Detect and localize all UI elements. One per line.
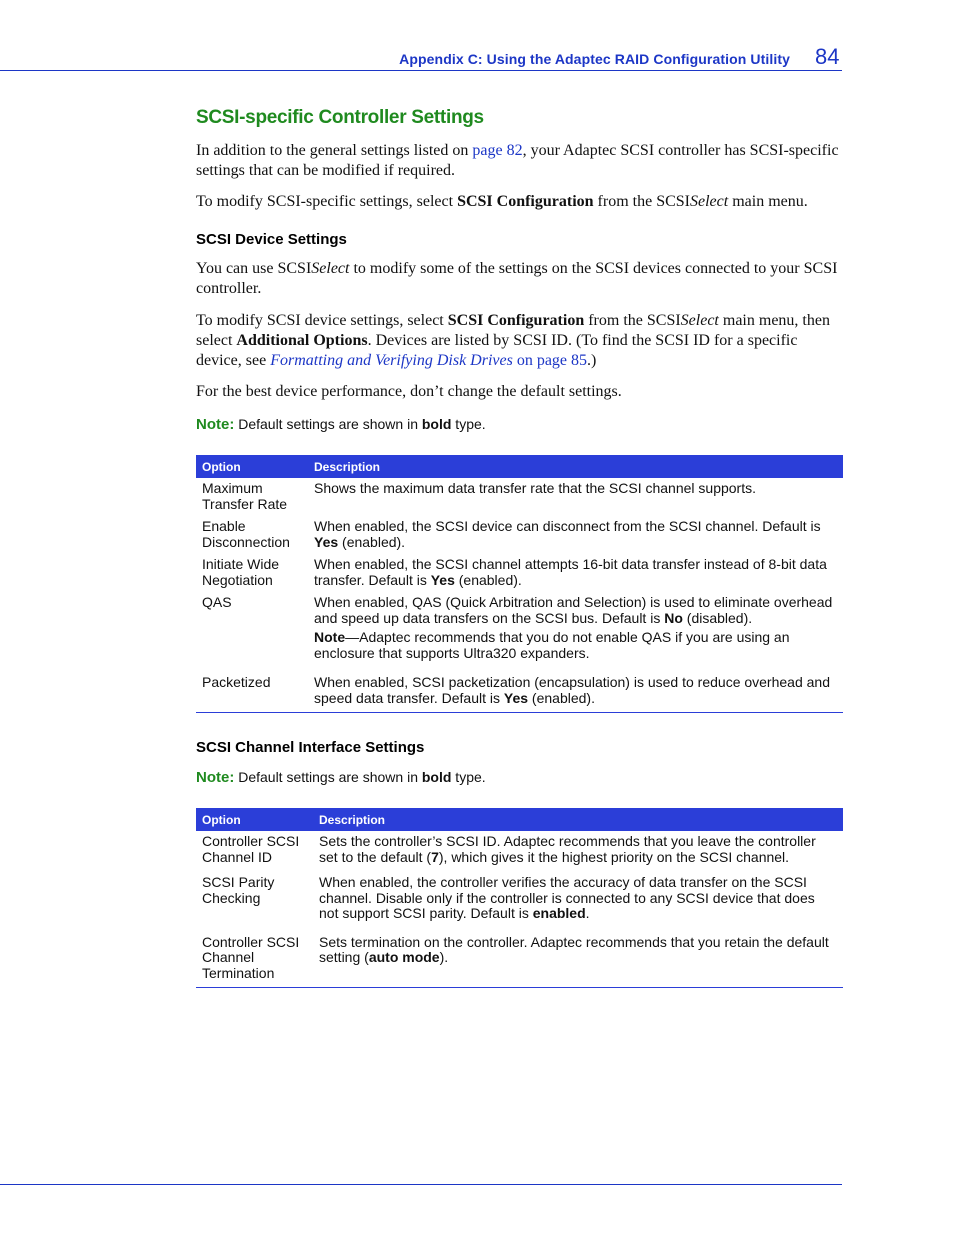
option-cell: Packetized [196,665,308,713]
column-header-option: Option [196,455,308,478]
table-header-row [196,808,843,831]
description-cell [308,554,843,592]
device-paragraph-3: For the best device performance, don’t change the default settings. [196,383,622,400]
running-header: Appendix C: Using the Adaptec RAID Configuration Utility [399,51,790,67]
bold-run: Yes [314,533,339,550]
table-row [196,665,843,713]
bold-run: SCSI Configuration [447,312,585,329]
footer-rule [0,1184,842,1185]
option-cell: Initiate Wide Negotiation [202,556,280,588]
option-cell: Maximum Transfer Rate [202,480,288,512]
table-row [196,831,843,869]
device-settings-heading: SCSI Device Settings [196,231,347,248]
text-run: .) [587,352,597,369]
table-row [196,926,843,988]
table-header-row [196,455,843,478]
section-title: SCSI-specific Controller Settings [196,107,484,128]
text-run: type. [451,769,486,785]
option-cell: Controller SCSI Channel ID [202,833,300,865]
column-header-description: Description [313,808,843,831]
option-cell: Enable Disconnection [202,518,290,550]
description-cell [313,831,843,869]
text-run: (enabled). [338,533,406,550]
text-run: Shows the maximum data transfer rate that the SCSI channel supports. [314,480,756,496]
text-run: ). [439,949,449,965]
qas-note [314,630,837,661]
text-run: In addition to the general settings listed on [196,142,473,159]
intro-paragraph-1 [196,141,842,181]
table-row [196,592,843,665]
text-run: When enabled, SCSI packetization (encapsulation) is used to reduce overhead and speed data transfer. Default is [314,674,830,706]
bold-run: enabled [532,905,586,921]
text-run: Sets the controller’s SCSI ID. Adaptec recommends that you leave the controller set to the default ( [319,833,816,865]
description-cell [308,478,843,516]
text-run: When enabled, the SCSI device can disconnect from the SCSI channel. Default is [314,518,821,534]
text-run: , your Adaptec SCSI controller has SCSI-specific settings that can be modified if required. [196,142,839,179]
bold-run: Additional Options [236,332,368,349]
option-cell: QAS [202,594,232,610]
intro-paragraph-2 [196,192,842,212]
text-run: (enabled). [528,689,595,706]
text-run: type. [451,416,486,432]
text-run: (disabled). [682,609,753,626]
table-row [196,516,843,554]
page-number: 84 [815,44,840,69]
description-cell [308,665,843,713]
text-run: main menu, then select [196,312,830,349]
bold-run: SCSI Configuration [457,193,594,210]
bold-run: Yes [503,689,529,706]
text-run: to modify some of the settings on the SCSI devices connected to your SCSI controller. [196,260,838,297]
description-cell [313,869,843,926]
note-label: Note: [196,769,235,786]
text-run: —Adaptec recommends that you do not enable QAS if you are using an enclosure that supports Ultra320 expanders. [314,629,790,661]
channel-note [196,769,486,786]
text-run: You can use SCSI [196,260,312,277]
italic-run: Select [690,193,729,210]
italic-run: Select [311,260,350,277]
text-run: (enabled). [454,571,522,588]
text-run: . Devices are listed by SCSI ID. (To find the SCSI ID for a specific device, see [196,332,798,369]
italic-run: Select [680,312,719,329]
device-paragraph-2 [196,311,842,371]
device-paragraph-1 [196,259,842,299]
text-run: . [585,905,590,921]
text-run: To modify SCSI-specific settings, select [196,193,458,210]
channel-settings-table [196,808,843,988]
description-cell [308,516,843,554]
header-rule [0,70,842,71]
text-run: Default settings are shown in [234,769,422,785]
device-settings-table [196,455,843,713]
bold-run: bold [421,769,452,785]
bold-run: Note [314,629,346,645]
text-run: When enabled, QAS (Quick Arbitration and Selection) is used to eliminate overhead and speed up data transfers on the SCSI bus. Default is [314,594,833,626]
text-run: When enabled, the controller verifies the accuracy of data transfer on the SCSI channel. Disable only if the controller is connected to any SCSI device that does not support SCSI parity. Default is [319,874,815,921]
text-run: main menu. [728,193,808,210]
column-header-option: Option [196,808,313,831]
table-row [196,478,843,516]
text-run: from the SCSI [584,312,681,329]
text-run: from the SCSI [593,193,690,210]
formatting-link[interactable] [270,352,587,369]
device-note [196,416,486,433]
link-italic-run: Formatting and Verifying Disk Drives [270,352,513,369]
bold-run: auto mode [368,949,440,965]
text-run: To modify SCSI device settings, select [196,312,448,329]
bold-run: 7 [431,848,439,865]
option-cell: Controller SCSI Channel Termination [196,926,313,988]
note-label: Note: [196,416,235,433]
text-run: Default settings are shown in [234,416,422,432]
channel-settings-heading: SCSI Channel Interface Settings [196,739,425,756]
option-cell: SCSI Parity Checking [202,874,275,906]
text-run: ), which gives it the highest priority on the SCSI channel. [438,848,790,865]
bold-run: bold [421,416,452,432]
column-header-description: Description [308,455,843,478]
bold-run: No [664,609,683,626]
text-run: Sets termination on the controller. Adaptec recommends that you retain the default setting ( [319,933,829,965]
text-run: When enabled, the SCSI channel attempts 16-bit data transfer instead of 8-bit data transfer. Default is [314,556,827,588]
description-cell [313,926,843,988]
page-82-link[interactable]: page 82 [472,142,523,159]
table-row [196,554,843,592]
link-plain-run: on page 85 [512,352,588,369]
table-row [196,869,843,926]
bold-run: Yes [430,571,455,588]
description-cell [308,592,843,665]
